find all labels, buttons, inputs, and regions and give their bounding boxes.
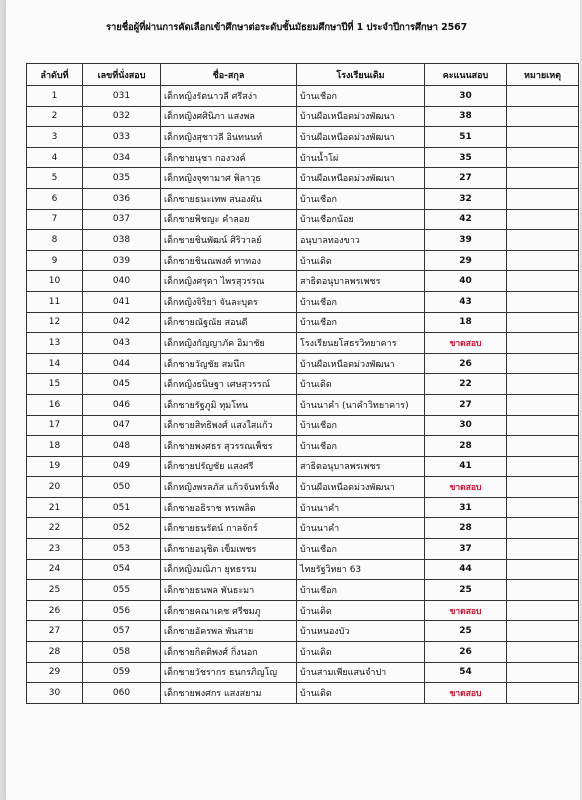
row-note bbox=[507, 168, 579, 189]
row-score: 41 bbox=[425, 456, 507, 477]
row-seat-number: 051 bbox=[83, 497, 161, 518]
row-number: 11 bbox=[27, 291, 83, 312]
row-student-name: เด็กหญิงรัตนาวลี ศรีสง่า bbox=[161, 86, 297, 107]
row-previous-school: บ้านเชือก bbox=[297, 539, 425, 560]
table-row bbox=[27, 127, 579, 148]
header-name: ชื่อ-สกุล bbox=[161, 64, 297, 86]
row-note bbox=[507, 662, 579, 683]
row-student-name: เด็กชายอัครพล พันสาย bbox=[161, 621, 297, 642]
row-seat-number: 048 bbox=[83, 436, 161, 457]
row-previous-school: บ้านเชือก bbox=[297, 291, 425, 312]
row-previous-school: บ้านเดิด bbox=[297, 642, 425, 663]
row-previous-school: บ้านเชือกน้อย bbox=[297, 209, 425, 230]
table-row bbox=[27, 415, 579, 436]
table-row bbox=[27, 106, 579, 127]
row-note bbox=[507, 291, 579, 312]
row-note bbox=[507, 86, 579, 107]
row-seat-number: 041 bbox=[83, 291, 161, 312]
row-seat-number: 047 bbox=[83, 415, 161, 436]
row-score: 40 bbox=[425, 271, 507, 292]
row-seat-number: 046 bbox=[83, 394, 161, 415]
row-note bbox=[507, 394, 579, 415]
row-note bbox=[507, 497, 579, 518]
row-seat-number: 032 bbox=[83, 106, 161, 127]
header-score: คะแนนสอบ bbox=[425, 64, 507, 86]
row-number: 13 bbox=[27, 333, 83, 354]
row-previous-school: บ้านสามเพียแสนจำปา bbox=[297, 662, 425, 683]
row-note bbox=[507, 539, 579, 560]
row-score: 31 bbox=[425, 497, 507, 518]
row-note bbox=[507, 250, 579, 271]
table-row bbox=[27, 559, 579, 580]
table-row bbox=[27, 147, 579, 168]
row-seat-number: 056 bbox=[83, 600, 161, 621]
row-number: 22 bbox=[27, 518, 83, 539]
row-number: 24 bbox=[27, 559, 83, 580]
row-note bbox=[507, 271, 579, 292]
row-score: 54 bbox=[425, 662, 507, 683]
row-number: 5 bbox=[27, 168, 83, 189]
row-previous-school: บ้านเชือก bbox=[297, 415, 425, 436]
row-student-name: เด็กชายอนุชิต เข็มเพชร bbox=[161, 539, 297, 560]
row-student-name: เด็กชายชินพัฒน์ ศิริวาลย์ bbox=[161, 230, 297, 251]
row-previous-school: บ้านเชือก bbox=[297, 188, 425, 209]
row-score: ขาดสอบ bbox=[425, 600, 507, 621]
table-header-row bbox=[27, 64, 579, 86]
row-score: ขาดสอบ bbox=[425, 683, 507, 704]
row-note bbox=[507, 415, 579, 436]
row-student-name: เด็กหญิงสุชาวลี อินทนนท์ bbox=[161, 127, 297, 148]
row-previous-school: บ้านนาคำ (นาคำวิทยาคาร) bbox=[297, 394, 425, 415]
row-previous-school: บ้านเดิด bbox=[297, 683, 425, 704]
row-seat-number: 033 bbox=[83, 127, 161, 148]
row-student-name: เด็กชายนุชา กองวงค์ bbox=[161, 147, 297, 168]
row-seat-number: 040 bbox=[83, 271, 161, 292]
row-number: 3 bbox=[27, 127, 83, 148]
row-seat-number: 052 bbox=[83, 518, 161, 539]
row-student-name: เด็กหญิงจุฑามาศ พิลาวุธ bbox=[161, 168, 297, 189]
row-student-name: เด็กหญิงจิริยา จันละบุตร bbox=[161, 291, 297, 312]
row-score: 28 bbox=[425, 436, 507, 457]
table-row bbox=[27, 539, 579, 560]
row-seat-number: 044 bbox=[83, 353, 161, 374]
row-previous-school: บ้านเชือก bbox=[297, 86, 425, 107]
row-previous-school: บ้านนาคำ bbox=[297, 518, 425, 539]
row-score: 51 bbox=[425, 127, 507, 148]
row-seat-number: 057 bbox=[83, 621, 161, 642]
row-previous-school: บ้านนาคำ bbox=[297, 497, 425, 518]
table-row bbox=[27, 456, 579, 477]
row-note bbox=[507, 642, 579, 663]
row-note bbox=[507, 127, 579, 148]
row-note bbox=[507, 106, 579, 127]
row-student-name: เด็กชายคณาเดช ศรีชมภู bbox=[161, 600, 297, 621]
row-previous-school: บ้านผือเหนือดม่วงพัฒนา bbox=[297, 106, 425, 127]
row-seat-number: 039 bbox=[83, 250, 161, 271]
row-student-name: เด็กชายวัชรากร ธนกรภิญโญ bbox=[161, 662, 297, 683]
row-previous-school: อนุบาลทองขาว bbox=[297, 230, 425, 251]
row-student-name: เด็กชายอธิราช หรเพลิด bbox=[161, 497, 297, 518]
row-number: 26 bbox=[27, 600, 83, 621]
row-number: 1 bbox=[27, 86, 83, 107]
row-note bbox=[507, 683, 579, 704]
row-score: 44 bbox=[425, 559, 507, 580]
table-row bbox=[27, 518, 579, 539]
row-number: 20 bbox=[27, 477, 83, 498]
row-previous-school: บ้านเดิด bbox=[297, 374, 425, 395]
row-number: 29 bbox=[27, 662, 83, 683]
row-note bbox=[507, 436, 579, 457]
row-score: 43 bbox=[425, 291, 507, 312]
row-seat-number: 034 bbox=[83, 147, 161, 168]
row-number: 6 bbox=[27, 188, 83, 209]
table-row bbox=[27, 188, 579, 209]
row-number: 23 bbox=[27, 539, 83, 560]
table-row bbox=[27, 621, 579, 642]
row-previous-school: บ้านผือเหนือดม่วงพัฒนา bbox=[297, 168, 425, 189]
row-note bbox=[507, 621, 579, 642]
row-score: 22 bbox=[425, 374, 507, 395]
header-no: ลำดับที่ bbox=[27, 64, 83, 86]
row-number: 7 bbox=[27, 209, 83, 230]
row-number: 2 bbox=[27, 106, 83, 127]
row-note bbox=[507, 600, 579, 621]
row-score: ขาดสอบ bbox=[425, 477, 507, 498]
row-score: 37 bbox=[425, 539, 507, 560]
row-seat-number: 053 bbox=[83, 539, 161, 560]
row-student-name: เด็กชายรัฐภูมิ ทุมโทน bbox=[161, 394, 297, 415]
table-row bbox=[27, 662, 579, 683]
row-seat-number: 049 bbox=[83, 456, 161, 477]
row-score: 26 bbox=[425, 642, 507, 663]
row-number: 25 bbox=[27, 580, 83, 601]
row-number: 8 bbox=[27, 230, 83, 251]
row-score: 39 bbox=[425, 230, 507, 251]
row-note bbox=[507, 147, 579, 168]
header-seat: เลขที่นั่งสอบ bbox=[83, 64, 161, 86]
row-previous-school: บ้านเชือก bbox=[297, 580, 425, 601]
row-student-name: เด็กหญิงศรุดา ไพรสุวรรณ bbox=[161, 271, 297, 292]
table-row bbox=[27, 580, 579, 601]
row-student-name: เด็กชายธนพล พันธะมา bbox=[161, 580, 297, 601]
row-number: 12 bbox=[27, 312, 83, 333]
row-previous-school: บ้านเชือก bbox=[297, 436, 425, 457]
row-score: 35 bbox=[425, 147, 507, 168]
row-seat-number: 043 bbox=[83, 333, 161, 354]
row-number: 16 bbox=[27, 394, 83, 415]
row-score: 25 bbox=[425, 621, 507, 642]
row-score: 30 bbox=[425, 86, 507, 107]
row-student-name: เด็กชายธนะเทพ สนองผัน bbox=[161, 188, 297, 209]
row-number: 19 bbox=[27, 456, 83, 477]
document-title: รายชื่อผู้ที่ผ่านการคัดเลือกเข้าศึกษาต่อระดับชั้นมัธยมศึกษาปีที่ 1 ประจำปีการศึกษา 2567 bbox=[106, 22, 468, 33]
row-note bbox=[507, 188, 579, 209]
row-previous-school: บ้านผือเหนือดม่วงพัฒนา bbox=[297, 353, 425, 374]
row-seat-number: 058 bbox=[83, 642, 161, 663]
table-row bbox=[27, 600, 579, 621]
row-number: 27 bbox=[27, 621, 83, 642]
table-row bbox=[27, 497, 579, 518]
table-row bbox=[27, 291, 579, 312]
header-school: โรงเรียนเดิม bbox=[297, 64, 425, 86]
row-number: 10 bbox=[27, 271, 83, 292]
row-note bbox=[507, 518, 579, 539]
row-note bbox=[507, 456, 579, 477]
row-student-name: เด็กหญิงศศินิภา แสงพล bbox=[161, 106, 297, 127]
table-row bbox=[27, 250, 579, 271]
row-seat-number: 042 bbox=[83, 312, 161, 333]
row-previous-school: สาธิตอนุบาลพรเพชร bbox=[297, 456, 425, 477]
row-number: 15 bbox=[27, 374, 83, 395]
row-student-name: เด็กชายพงศธร สุวรรณเพ็ชร bbox=[161, 436, 297, 457]
row-student-name: เด็กหญิงมณิภา ยุทธรรม bbox=[161, 559, 297, 580]
table-row bbox=[27, 374, 579, 395]
row-seat-number: 037 bbox=[83, 209, 161, 230]
row-score: 27 bbox=[425, 168, 507, 189]
row-seat-number: 060 bbox=[83, 683, 161, 704]
row-previous-school: บ้านผือเหนือดม่วงพัฒนา bbox=[297, 477, 425, 498]
row-student-name: เด็กหญิงพรลภัส แก้วจันทร์เพ็ง bbox=[161, 477, 297, 498]
row-previous-school: บ้านเดิด bbox=[297, 600, 425, 621]
row-student-name: เด็กหญิงกัญญาภัค อิมาชัย bbox=[161, 333, 297, 354]
table-row bbox=[27, 642, 579, 663]
row-number: 14 bbox=[27, 353, 83, 374]
row-note bbox=[507, 580, 579, 601]
row-note bbox=[507, 353, 579, 374]
row-student-name: เด็กชายชินณพงศ์ ทาทอง bbox=[161, 250, 297, 271]
table-row bbox=[27, 168, 579, 189]
table-row bbox=[27, 436, 579, 457]
row-student-name: เด็กชายพิชญะ คำลอย bbox=[161, 209, 297, 230]
row-seat-number: 035 bbox=[83, 168, 161, 189]
row-student-name: เด็กหญิงธนิษฐา เศษสุวรรณ์ bbox=[161, 374, 297, 395]
row-previous-school: บ้านเชือก bbox=[297, 312, 425, 333]
row-previous-school: บ้านหนองบัว bbox=[297, 621, 425, 642]
row-note bbox=[507, 374, 579, 395]
row-score: 42 bbox=[425, 209, 507, 230]
row-note bbox=[507, 477, 579, 498]
row-student-name: เด็กชายกิตติพงศ์ กิ่งนอก bbox=[161, 642, 297, 663]
results-table bbox=[26, 63, 579, 704]
row-note bbox=[507, 559, 579, 580]
table-row bbox=[27, 683, 579, 704]
row-seat-number: 038 bbox=[83, 230, 161, 251]
table-row bbox=[27, 271, 579, 292]
row-student-name: เด็กชายณัฐณัย สอนดี bbox=[161, 312, 297, 333]
row-note bbox=[507, 230, 579, 251]
table-row bbox=[27, 353, 579, 374]
row-number: 28 bbox=[27, 642, 83, 663]
row-note bbox=[507, 312, 579, 333]
row-number: 9 bbox=[27, 250, 83, 271]
row-seat-number: 050 bbox=[83, 477, 161, 498]
table-row bbox=[27, 230, 579, 251]
row-previous-school: บ้านผือเหนือดม่วงพัฒนา bbox=[297, 127, 425, 148]
table-row bbox=[27, 394, 579, 415]
row-score: 32 bbox=[425, 188, 507, 209]
row-number: 30 bbox=[27, 683, 83, 704]
table-body bbox=[27, 86, 579, 704]
row-student-name: เด็กชายพงศกร แสงสยาม bbox=[161, 683, 297, 704]
table-row bbox=[27, 312, 579, 333]
row-score: 28 bbox=[425, 518, 507, 539]
row-previous-school: บ้านเดิด bbox=[297, 250, 425, 271]
document-page bbox=[6, 0, 580, 800]
row-score: 29 bbox=[425, 250, 507, 271]
row-number: 17 bbox=[27, 415, 83, 436]
row-student-name: เด็กชายธนรัตน์ กาลจักร์ bbox=[161, 518, 297, 539]
row-previous-school: ไทยรัฐวิทยา 63 bbox=[297, 559, 425, 580]
row-number: 4 bbox=[27, 147, 83, 168]
row-number: 18 bbox=[27, 436, 83, 457]
header-note: หมายเหตุ bbox=[507, 64, 579, 86]
row-seat-number: 036 bbox=[83, 188, 161, 209]
table-row bbox=[27, 86, 579, 107]
row-score: ขาดสอบ bbox=[425, 333, 507, 354]
row-score: 25 bbox=[425, 580, 507, 601]
row-note bbox=[507, 209, 579, 230]
row-previous-school: โรงเรียนยโสธรวิทยาคาร bbox=[297, 333, 425, 354]
row-score: 18 bbox=[425, 312, 507, 333]
row-score: 27 bbox=[425, 394, 507, 415]
row-student-name: เด็กชายปรัญชัย แสงศรี bbox=[161, 456, 297, 477]
table-row bbox=[27, 333, 579, 354]
row-number: 21 bbox=[27, 497, 83, 518]
row-seat-number: 031 bbox=[83, 86, 161, 107]
row-seat-number: 045 bbox=[83, 374, 161, 395]
row-seat-number: 059 bbox=[83, 662, 161, 683]
row-seat-number: 055 bbox=[83, 580, 161, 601]
row-previous-school: สาธิตอนุบาลพรเพชร bbox=[297, 271, 425, 292]
row-score: 30 bbox=[425, 415, 507, 436]
row-score: 26 bbox=[425, 353, 507, 374]
row-student-name: เด็กชายวัญชัย สมนึก bbox=[161, 353, 297, 374]
row-previous-school: บ้านน้ำโผ่ bbox=[297, 147, 425, 168]
row-student-name: เด็กชายสิทธิพงศ์ แสงใสแก้ว bbox=[161, 415, 297, 436]
row-score: 38 bbox=[425, 106, 507, 127]
table-row bbox=[27, 209, 579, 230]
row-seat-number: 054 bbox=[83, 559, 161, 580]
row-note bbox=[507, 333, 579, 354]
table-row bbox=[27, 477, 579, 498]
